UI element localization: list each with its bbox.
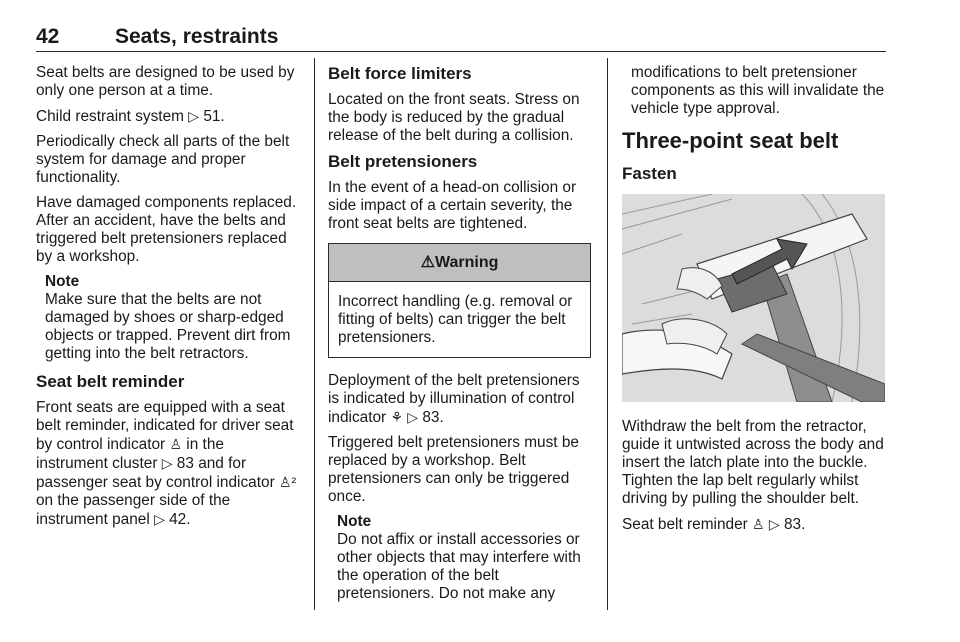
column-1: [36, 64, 300, 536]
column-divider: [607, 58, 608, 610]
paragraph: Seat belts are designed to be used by only one person at a time.: [36, 64, 295, 99]
heading-three-point-seat-belt: Three-point seat belt: [622, 128, 839, 153]
xref-arrow-icon: ▷: [154, 511, 165, 527]
note-title: Note: [337, 513, 372, 530]
seatbelt-illustration-graphic: [622, 194, 885, 402]
xref-arrow-icon: ▷: [407, 409, 419, 425]
xref-arrow-icon: ▷: [188, 108, 200, 124]
heading-seat-belt-reminder: Seat belt reminder: [36, 372, 185, 391]
seatbelt-indicator-icon: ♙: [169, 436, 183, 452]
heading-fasten: Fasten: [622, 164, 677, 183]
paragraph: Withdraw the belt from the retractor, guide it untwisted across the body and insert the latch plate into the buckle. Tighten the lap belt regularly whilst driving by pulling the shoulder belt.: [622, 418, 884, 507]
page-reference[interactable]: 83.: [783, 516, 806, 533]
paragraph: Seat belt reminder ♙ ▷ 83.: [622, 516, 806, 533]
section-title: Seats, restraints: [115, 25, 279, 48]
paragraph: Deployment of the belt pretensioners is indicated by illumination of control indicator ⚘ ▷ 83.: [328, 372, 580, 426]
note-text: Make sure that the belts are not damaged by shoes or sharp-edged objects or trapped. Prevent dirt from getting into the belt retractors.: [45, 291, 291, 362]
column-divider: [314, 58, 315, 610]
warning-title: Warning: [434, 254, 499, 271]
warning-box: [328, 243, 591, 358]
seatbelt-fasten-illustration: [622, 194, 885, 402]
paragraph: Periodically check all parts of the belt system for damage and proper functionality.: [36, 133, 290, 186]
warning-text: Incorrect handling (e.g. removal or fitting of belts) can trigger the belt pretensioners.: [338, 293, 573, 346]
note-continuation: modifications to belt pretensioner components as this will invalidate the vehicle type approval.: [631, 64, 885, 117]
page-header: [36, 25, 886, 52]
note-box: [337, 513, 594, 603]
seatbelt-indicator-icon: ♙: [752, 516, 765, 532]
page-reference[interactable]: 51.: [203, 108, 225, 125]
airbag-indicator-icon: ⚘: [390, 409, 404, 425]
paragraph: Child restraint system ▷ 51.: [36, 108, 225, 125]
paragraph: In the event of a head-on collision or side impact of a certain severity, the front seat belts are tightened.: [328, 179, 577, 232]
xref-arrow-icon: ▷: [161, 455, 173, 471]
page-number: 42: [36, 25, 60, 48]
warning-header: [329, 244, 590, 282]
page-reference[interactable]: 42.: [169, 511, 191, 528]
note-box: [45, 273, 300, 363]
note-title: Note: [45, 273, 80, 290]
paragraph: Triggered belt pretensioners must be replaced by a workshop. Belt pretensioners can only be triggered once.: [328, 434, 579, 505]
note-text: Do not affix or install accessories or other objects that may interfere with the operation of the belt pretensioners. Do not make any: [337, 531, 581, 602]
heading-belt-pretensioners: Belt pretensioners: [328, 152, 478, 171]
column-3: [622, 64, 888, 541]
page-reference[interactable]: 83.: [422, 409, 444, 426]
heading-belt-force-limiters: Belt force limiters: [328, 64, 472, 83]
paragraph: Have damaged components replaced. After an accident, have the belts and triggered belt pretensioners replaced by a workshop.: [36, 194, 297, 265]
paragraph: Located on the front seats. Stress on the body is reduced by the gradual release of the belt during a collision.: [328, 91, 580, 144]
xref-arrow-icon: ▷: [768, 516, 780, 532]
warning-icon: ⚠: [420, 254, 435, 271]
paragraph: Front seats are equipped with a seat belt reminder, indicated for driver seat by control indicator ♙ in the instrument cluster ▷ 83 and for passenger seat by control indicator ♙² on the passenger side of the instrument panel ▷ 42.: [36, 399, 297, 528]
column-2: [328, 64, 594, 612]
passenger-seatbelt-indicator-icon: ♙²: [278, 474, 297, 490]
